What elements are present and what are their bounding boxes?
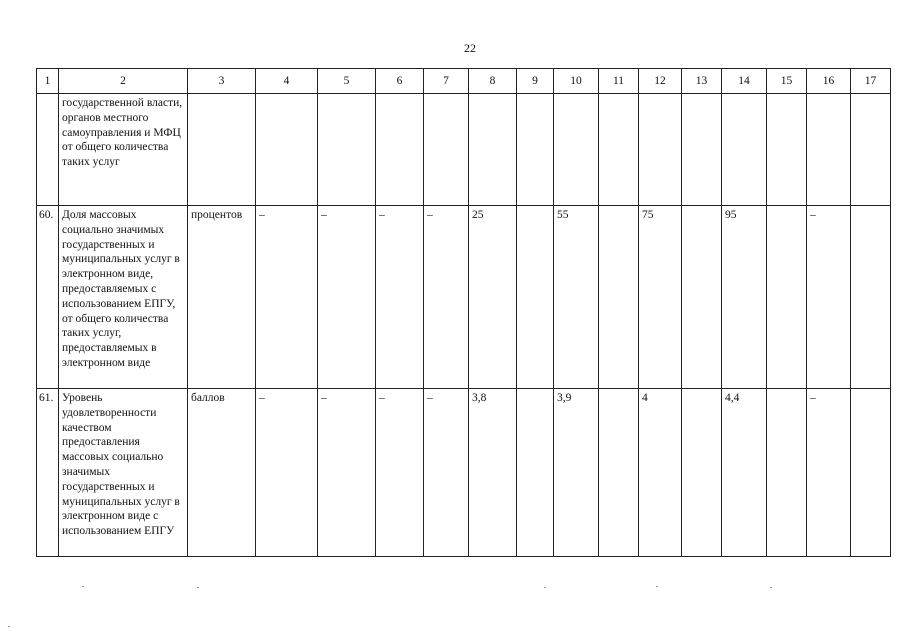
header-row — [37, 69, 891, 94]
column-header: 15 — [767, 69, 807, 94]
column-header: 13 — [682, 69, 722, 94]
value-cell — [682, 389, 722, 557]
value-cell: – — [318, 389, 376, 557]
value-cell: 3,9 — [554, 389, 599, 557]
value-cell — [424, 94, 469, 206]
value-cell: – — [376, 206, 424, 389]
value-cell — [599, 206, 639, 389]
value-cell: 75 — [639, 206, 682, 389]
row-number — [37, 94, 59, 206]
column-header: 10 — [554, 69, 599, 94]
value-cell: 4 — [639, 389, 682, 557]
value-cell — [554, 94, 599, 206]
column-header: 16 — [807, 69, 851, 94]
column-header: 2 — [59, 69, 188, 94]
value-cell — [682, 94, 722, 206]
value-cell — [256, 94, 318, 206]
value-cell — [469, 94, 517, 206]
column-header: 6 — [376, 69, 424, 94]
column-header: 12 — [639, 69, 682, 94]
indicator-table — [36, 68, 891, 557]
scan-speck — [82, 586, 84, 587]
value-cell — [851, 206, 891, 389]
column-header: 9 — [517, 69, 554, 94]
value-cell: 3,8 — [469, 389, 517, 557]
column-header: 4 — [256, 69, 318, 94]
value-cell: – — [807, 206, 851, 389]
table-row-61 — [37, 389, 891, 557]
value-cell: 95 — [722, 206, 767, 389]
unit-cell: баллов — [188, 389, 256, 557]
value-cell — [517, 206, 554, 389]
value-cell — [851, 389, 891, 557]
value-cell — [599, 389, 639, 557]
value-cell: – — [318, 206, 376, 389]
column-header: 5 — [318, 69, 376, 94]
value-cell — [599, 94, 639, 206]
column-header: 3 — [188, 69, 256, 94]
value-cell: – — [256, 206, 318, 389]
column-header: 1 — [37, 69, 59, 94]
table-row-60 — [37, 206, 891, 389]
value-cell — [517, 389, 554, 557]
value-cell — [767, 389, 807, 557]
value-cell: – — [424, 389, 469, 557]
value-cell — [851, 94, 891, 206]
scan-speck — [197, 587, 199, 588]
value-cell — [318, 94, 376, 206]
value-cell — [722, 94, 767, 206]
value-cell — [376, 94, 424, 206]
scan-speck — [656, 586, 658, 587]
unit-cell — [188, 94, 256, 206]
value-cell — [639, 94, 682, 206]
indicator-name: Доля массовых социально значимых государственных и муниципальных услуг в электронном виде, предоставляемых с использованием ЕПГУ, от общего количества таких услуг, предоставляемых в электронном виде — [59, 206, 188, 389]
scan-speck — [770, 587, 772, 588]
value-cell — [767, 206, 807, 389]
value-cell — [807, 94, 851, 206]
value-cell: – — [376, 389, 424, 557]
value-cell: – — [256, 389, 318, 557]
indicator-name: Уровень удовлетворенности качеством предоставления массовых социально значимых государственных и муниципальных услуг в электронном виде с использованием ЕПГУ — [59, 389, 188, 557]
indicator-name: государственной власти, органов местного самоуправления и МФЦ от общего количества таких услуг — [59, 94, 188, 206]
row-number: 60. — [37, 206, 59, 389]
scan-speck — [544, 587, 546, 588]
value-cell — [767, 94, 807, 206]
value-cell: 25 — [469, 206, 517, 389]
value-cell: 55 — [554, 206, 599, 389]
column-header: 8 — [469, 69, 517, 94]
scan-speck — [8, 626, 10, 627]
unit-cell: процентов — [188, 206, 256, 389]
value-cell: 4,4 — [722, 389, 767, 557]
column-header: 17 — [851, 69, 891, 94]
page-number: 22 — [464, 41, 476, 55]
table-row-continuation — [37, 94, 891, 206]
value-cell: – — [807, 389, 851, 557]
row-number: 61. — [37, 389, 59, 557]
value-cell: – — [424, 206, 469, 389]
value-cell — [517, 94, 554, 206]
column-header: 7 — [424, 69, 469, 94]
column-header: 14 — [722, 69, 767, 94]
column-header: 11 — [599, 69, 639, 94]
value-cell — [682, 206, 722, 389]
